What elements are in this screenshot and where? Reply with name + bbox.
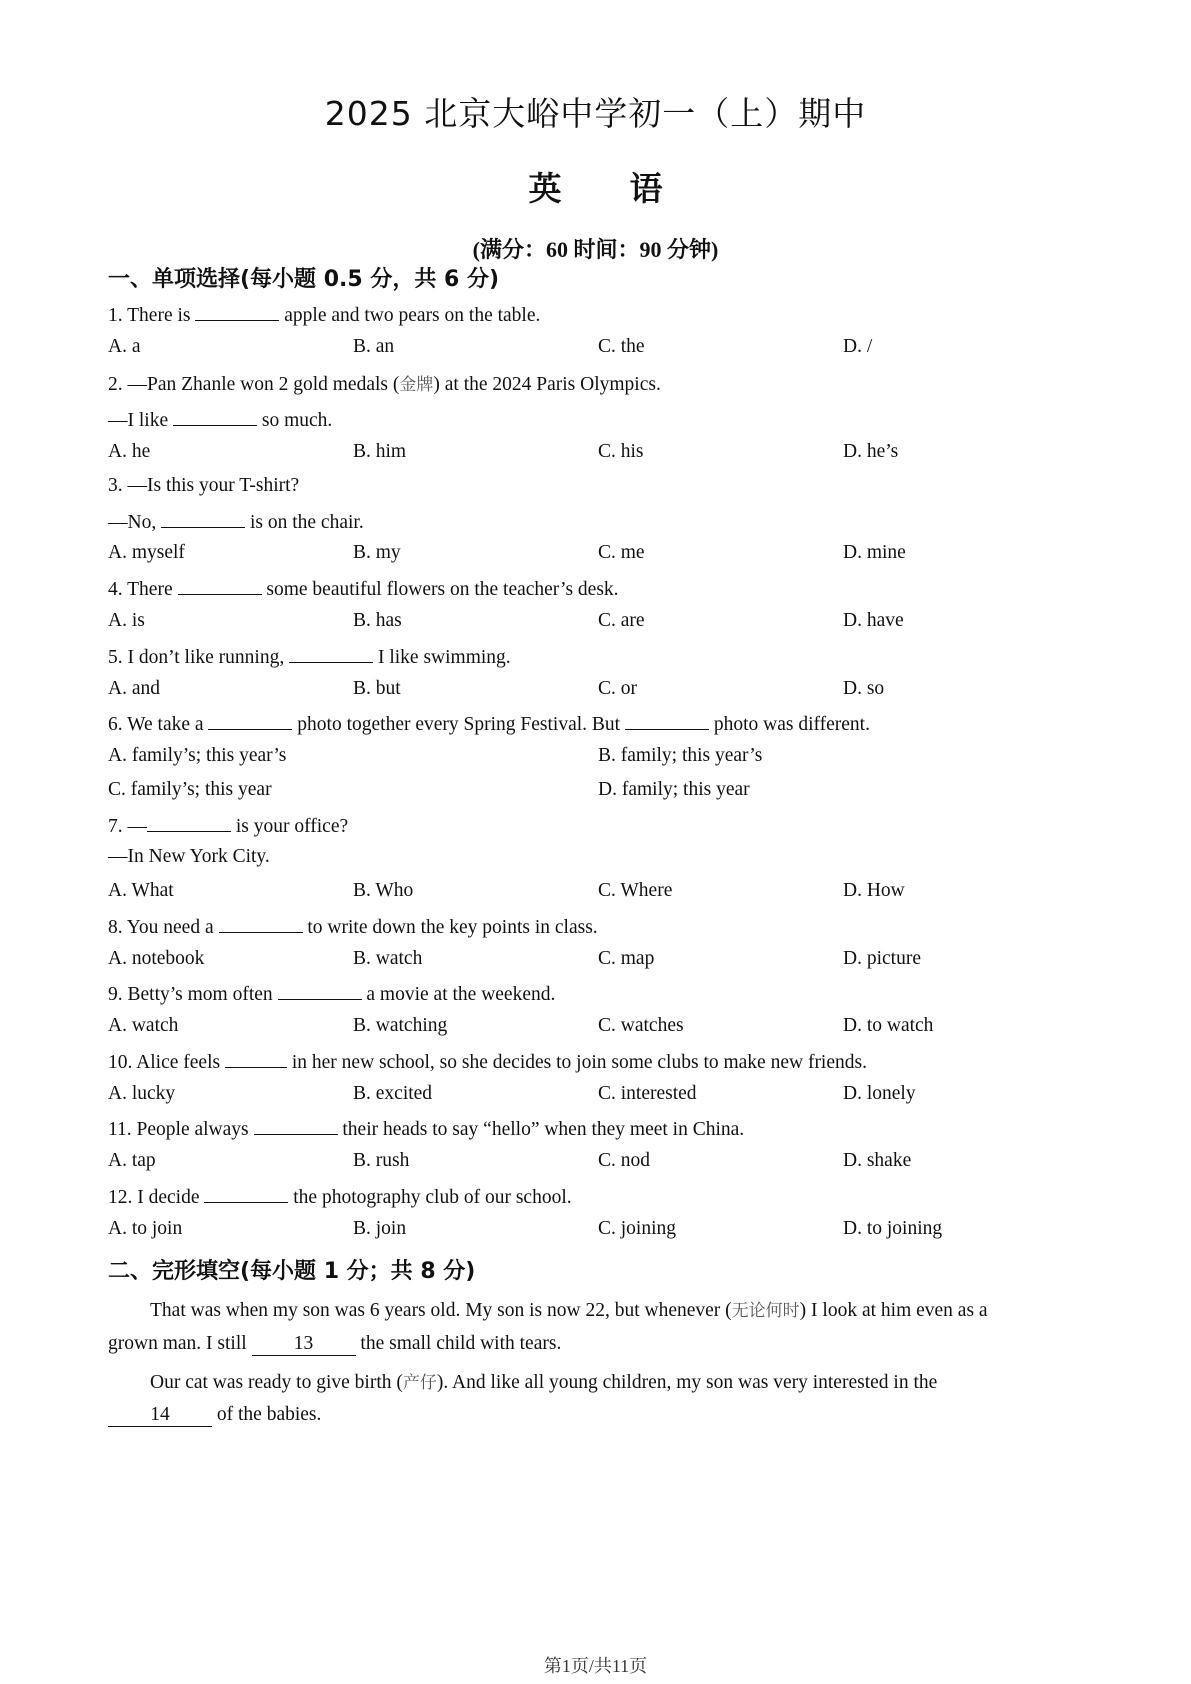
answer-blank [204, 1184, 288, 1203]
option: C. watches [598, 1015, 684, 1036]
options-row [108, 542, 1008, 568]
answer-blank [289, 644, 373, 663]
text-segment: 4. There [108, 579, 178, 600]
text-segment: apple and two pears on the table. [279, 305, 541, 326]
exam-title: 2025 北京大峪中学初一（上）期中 [324, 94, 867, 133]
option: A. a [108, 336, 141, 357]
option: D. mine [843, 542, 906, 563]
option: C. Where [598, 880, 673, 901]
option: B. an [353, 336, 395, 357]
exam-meta: (满分：60 时间：90 分钟) [472, 237, 719, 262]
question-stem [108, 981, 555, 1006]
section-heading-single-choice: 一、单项选择(每小题 0.5 分，共 6 分) [108, 267, 500, 292]
options-row [108, 1218, 1008, 1244]
page-number: 第1页/共11页 [543, 1656, 648, 1676]
option: D. to watch [843, 1015, 934, 1036]
question-stem [108, 475, 299, 497]
text-segment: 8. You need a [108, 917, 219, 938]
question-stem [108, 370, 661, 396]
text-segment: —No, [108, 512, 162, 533]
option: A. to join [108, 1218, 183, 1239]
option: B. join [353, 1218, 407, 1239]
option: B. excited [353, 1083, 433, 1104]
option: B. has [353, 610, 402, 631]
option: D. How [843, 880, 905, 901]
options-row [108, 779, 1008, 805]
option: B. but [353, 678, 401, 699]
answer-blank [219, 914, 303, 933]
options-row [108, 1083, 1008, 1109]
text-segment: grown man. I still [108, 1333, 252, 1354]
text-segment: ) at the 2024 Paris Olympics. [433, 374, 661, 395]
option: C. are [598, 610, 645, 631]
option: B. watching [353, 1015, 448, 1036]
text-segment: of the babies. [212, 1404, 322, 1425]
question-stem [108, 1049, 867, 1074]
option: C. interested [598, 1083, 697, 1104]
text-segment: a movie at the weekend. [361, 984, 556, 1005]
text-segment: Our cat was ready to give birth ( [150, 1372, 403, 1393]
option: A. family’s; this year’s [108, 745, 287, 766]
text-segment: 7. — [108, 816, 147, 837]
option: A. tap [108, 1150, 156, 1171]
text-segment: so much. [256, 410, 333, 431]
option: B. my [353, 542, 401, 563]
answer-blank [254, 1116, 338, 1135]
text-segment: photo together every Spring Festival. But [292, 714, 625, 735]
question-stem [108, 914, 598, 939]
option: B. him [353, 441, 407, 462]
cloze-paragraph-line [108, 1296, 988, 1322]
question-stem [108, 1116, 744, 1141]
cloze-paragraph-line [108, 1368, 937, 1394]
option: D. have [843, 610, 904, 631]
question-stem [108, 813, 348, 838]
question-stem-reply [108, 407, 332, 432]
question-stem [108, 576, 619, 601]
text-segment: —I like [108, 410, 173, 431]
option: A. What [108, 880, 174, 901]
subject-char: 英 [528, 169, 562, 208]
answer-blank [173, 407, 257, 426]
cloze-blank-14: 14 [108, 1404, 212, 1427]
option: C. the [598, 336, 645, 357]
answer-blank [625, 711, 709, 730]
text-segment: 无论何时 [731, 1301, 800, 1321]
text-segment: the photography club of our school. [288, 1187, 572, 1208]
option: A. notebook [108, 948, 205, 969]
text-segment: 10. Alice feels [108, 1052, 225, 1073]
text-segment: 5. I don’t like running, [108, 647, 290, 668]
option: B. rush [353, 1150, 410, 1171]
option: C. his [598, 441, 644, 462]
text-segment: to write down the key points in class. [302, 917, 598, 938]
text-segment: ) I look at him even as a [799, 1300, 988, 1321]
option: C. joining [598, 1218, 677, 1239]
cloze-paragraph-line [108, 1404, 321, 1427]
option: B. Who [353, 880, 414, 901]
answer-blank [225, 1049, 287, 1068]
option: C. or [598, 678, 637, 699]
text-segment: photo was different. [708, 714, 870, 735]
text-segment: 2. —Pan Zhanle won 2 gold medals ( [108, 374, 400, 395]
text-segment: I like swimming. [373, 647, 511, 668]
text-segment: 产仔 [402, 1373, 437, 1393]
options-row [108, 948, 1008, 974]
text-segment: ). And like all young children, my son was very interested in the [436, 1372, 938, 1393]
options-row [108, 880, 1008, 906]
text-segment: in her new school, so she decides to join some clubs to make new friends. [286, 1052, 867, 1073]
answer-blank [178, 576, 262, 595]
option: A. watch [108, 1015, 179, 1036]
question-stem [108, 644, 511, 669]
text-segment: is on the chair. [245, 512, 364, 533]
subject-title [0, 163, 1191, 210]
option: A. and [108, 678, 160, 699]
text-segment: 12. I decide [108, 1187, 205, 1208]
question-stem-reply [108, 846, 270, 868]
text-segment: 金牌 [399, 375, 434, 395]
option: D. so [843, 678, 885, 699]
option: D. / [843, 336, 873, 357]
option: B. family; this year’s [598, 745, 763, 766]
text-segment: their heads to say “hello” when they meet in China. [337, 1119, 745, 1140]
options-row [108, 336, 1008, 362]
question-stem [108, 1184, 572, 1209]
option: B. watch [353, 948, 423, 969]
option: D. lonely [843, 1083, 916, 1104]
answer-blank [147, 813, 231, 832]
question-stem [108, 711, 870, 736]
answer-blank [195, 302, 279, 321]
text-segment: some beautiful flowers on the teacher’s desk. [261, 579, 619, 600]
answer-blank [161, 509, 245, 528]
option: C. nod [598, 1150, 651, 1171]
text-segment: 1. There is [108, 305, 196, 326]
text-segment: the small child with tears. [355, 1333, 562, 1354]
question-stem [108, 302, 540, 327]
text-segment: 11. People always [108, 1119, 254, 1140]
text-segment: 3. —Is this your T-shirt? [108, 475, 300, 496]
cloze-paragraph-line [108, 1333, 561, 1356]
option: C. family’s; this year [108, 779, 272, 800]
text-segment: is your office? [231, 816, 349, 837]
options-row [108, 678, 1008, 704]
answer-blank [208, 711, 292, 730]
question-stem-reply [108, 509, 364, 534]
option: A. is [108, 610, 145, 631]
option: C. me [598, 542, 645, 563]
option: D. he’s [843, 441, 899, 462]
text-segment: —In New York City. [108, 846, 270, 867]
answer-blank [278, 981, 362, 1000]
option: A. he [108, 441, 151, 462]
option: A. myself [108, 542, 185, 563]
option: A. lucky [108, 1083, 176, 1104]
options-row [108, 1015, 1008, 1041]
options-row [108, 1150, 1008, 1176]
section-heading-cloze: 二、完形填空(每小题 1 分；共 8 分) [108, 1259, 476, 1284]
subject-char: 语 [629, 169, 663, 208]
options-row [108, 610, 1008, 636]
option: C. map [598, 948, 655, 969]
option: D. to joining [843, 1218, 943, 1239]
text-segment: 9. Betty’s mom often [108, 984, 278, 1005]
option: D. family; this year [598, 779, 750, 800]
text-segment: That was when my son was 6 years old. My son is now 22, but whenever ( [150, 1300, 732, 1321]
text-segment: 6. We take a [108, 714, 209, 735]
options-row [108, 745, 1008, 771]
options-row [108, 441, 1008, 467]
cloze-blank-13: 13 [252, 1333, 356, 1356]
option: D. shake [843, 1150, 912, 1171]
option: D. picture [843, 948, 921, 969]
